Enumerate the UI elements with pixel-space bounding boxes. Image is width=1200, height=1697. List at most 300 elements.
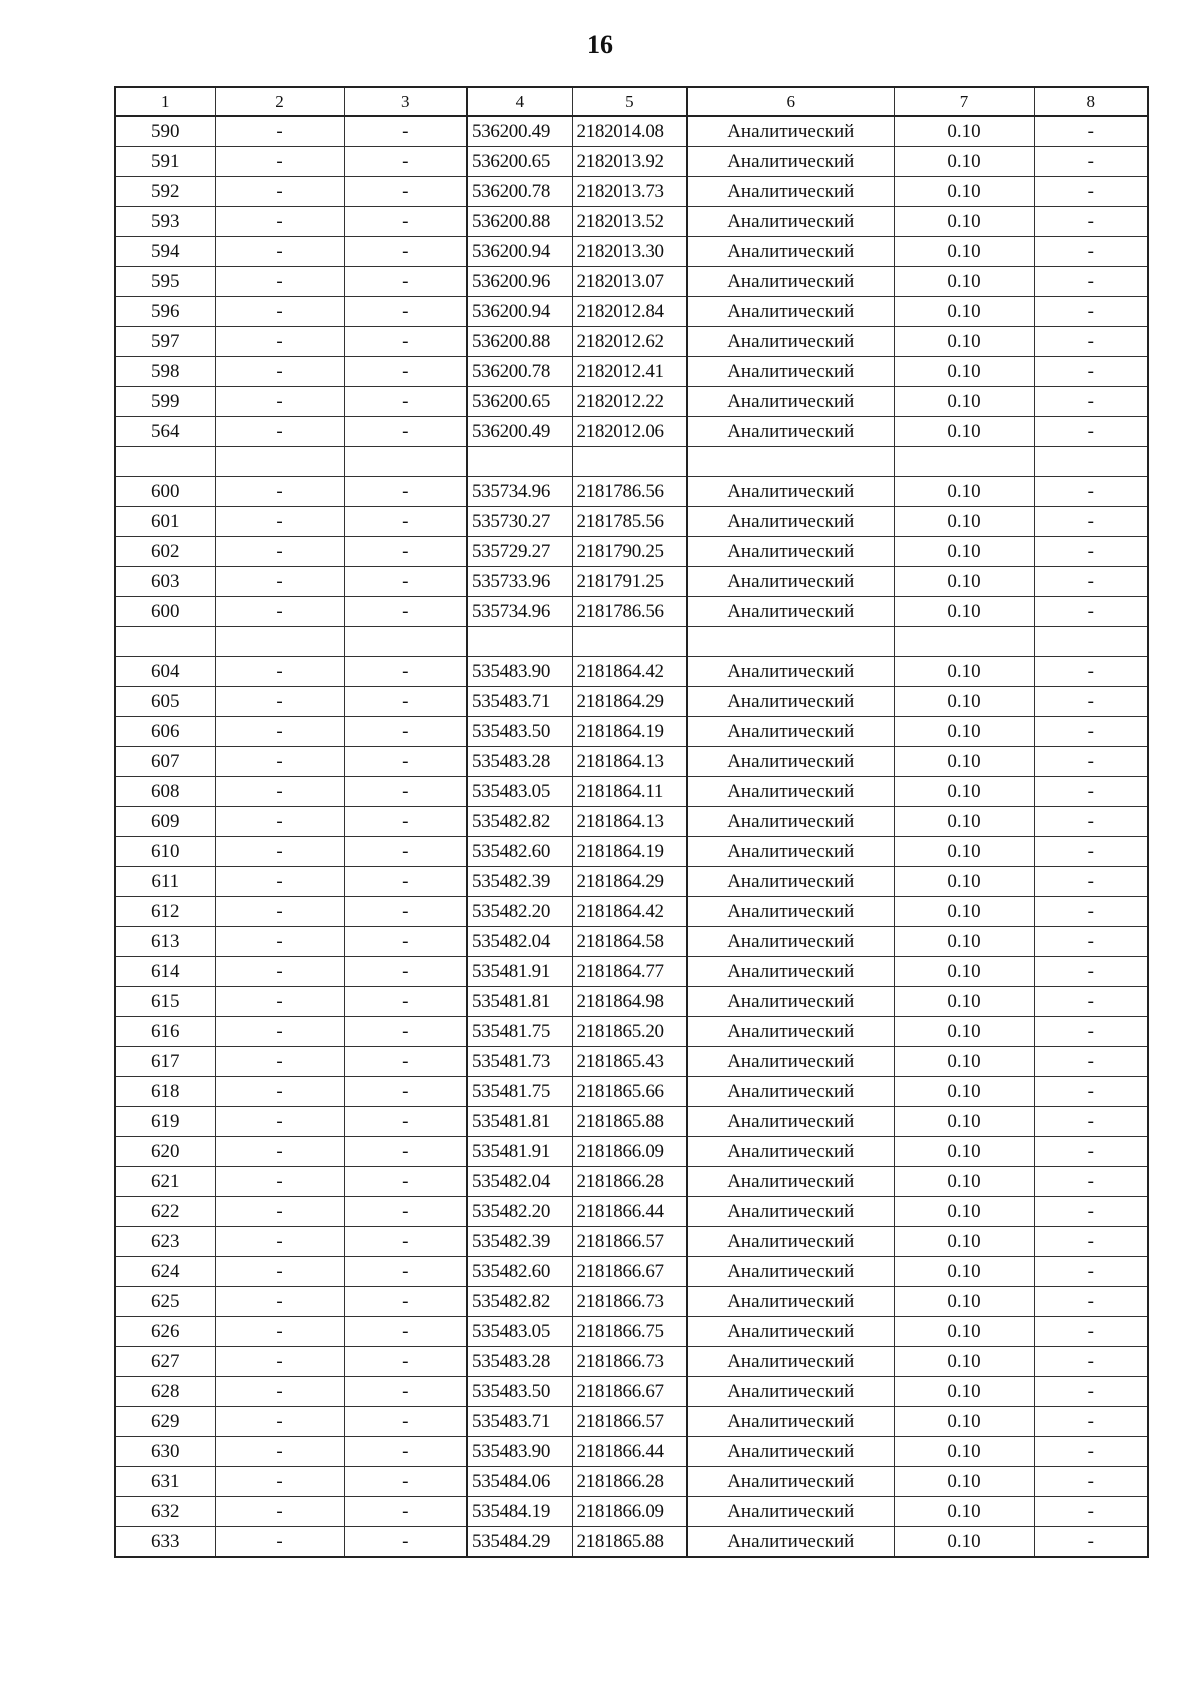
table-cell: - [344,1467,467,1497]
table-cell: - [344,207,467,237]
table-cell: - [344,1437,467,1467]
table-cell: - [344,747,467,777]
table-cell: Аналитический [687,1227,894,1257]
table-cell: 535481.73 [467,1047,572,1077]
table-cell: 616 [115,1017,215,1047]
table-cell: - [344,327,467,357]
table-cell: 2181786.56 [572,477,687,507]
table-cell: - [215,1257,344,1287]
table-cell: - [344,507,467,537]
table-cell: 626 [115,1317,215,1347]
table-cell: 0.10 [894,687,1034,717]
table-cell: 535482.60 [467,1257,572,1287]
table-cell: 0.10 [894,1197,1034,1227]
table-cell: 617 [115,1047,215,1077]
table-row [115,777,1148,807]
table-row [115,1437,1148,1467]
table-cell: 535730.27 [467,507,572,537]
table-cell: 604 [115,657,215,687]
table-cell [572,447,687,477]
table-cell: - [344,1377,467,1407]
table-cell: - [344,1407,467,1437]
table-cell: 535483.71 [467,1407,572,1437]
table-cell: - [215,957,344,987]
table-row [115,837,1148,867]
table-cell: - [344,1197,467,1227]
table-cell: Аналитический [687,777,894,807]
table-cell: 0.10 [894,1407,1034,1437]
table-cell: 2182013.92 [572,147,687,177]
table-cell: 622 [115,1197,215,1227]
table-cell: 0.10 [894,1437,1034,1467]
table-cell: - [215,327,344,357]
table-cell: 592 [115,177,215,207]
table-cell: 535481.91 [467,1137,572,1167]
table-cell: 535482.82 [467,807,572,837]
table-cell: - [215,297,344,327]
table-row [115,717,1148,747]
table-cell: 0.10 [894,1017,1034,1047]
table-cell: 610 [115,837,215,867]
column-header: 3 [344,87,467,116]
table-cell: Аналитический [687,417,894,447]
table-cell: 627 [115,1347,215,1377]
table-cell: - [1034,1347,1148,1377]
table-cell: - [215,507,344,537]
table-row [115,567,1148,597]
table-cell: - [1034,1047,1148,1077]
table-cell: - [1034,477,1148,507]
table-cell: - [215,597,344,627]
table-cell: - [344,837,467,867]
table-cell: 535482.20 [467,897,572,927]
table-cell [1034,627,1148,657]
table-cell: - [215,237,344,267]
table-row [115,387,1148,417]
table-cell: Аналитический [687,1167,894,1197]
table-cell: - [1034,237,1148,267]
table-cell: - [1034,507,1148,537]
table-cell: 535482.04 [467,1167,572,1197]
table-cell: - [1034,537,1148,567]
table-cell: - [344,717,467,747]
table-cell: - [215,1197,344,1227]
table-cell: - [1034,267,1148,297]
table-cell: Аналитический [687,1287,894,1317]
table-cell: Аналитический [687,477,894,507]
table-row [115,957,1148,987]
table-cell: - [1034,417,1148,447]
table-cell: - [344,1077,467,1107]
table-cell: 2182012.84 [572,297,687,327]
table-cell: - [215,1287,344,1317]
table-cell: 0.10 [894,657,1034,687]
table-cell: Аналитический [687,1527,894,1558]
table-cell: - [1034,777,1148,807]
table-cell: - [1034,1167,1148,1197]
table-cell: 0.10 [894,1467,1034,1497]
table-cell [467,447,572,477]
table-cell: 2181864.58 [572,927,687,957]
table-cell: - [1034,807,1148,837]
table-cell: 2181864.77 [572,957,687,987]
table-cell: Аналитический [687,147,894,177]
table-cell: Аналитический [687,537,894,567]
table-row [115,1167,1148,1197]
table-cell: - [215,1137,344,1167]
table-cell: - [215,1227,344,1257]
table-cell: - [215,1047,344,1077]
table-cell: - [1034,1107,1148,1137]
table-cell: 0.10 [894,777,1034,807]
table-cell: 535482.60 [467,837,572,867]
table-cell: 2181866.09 [572,1137,687,1167]
table-cell: - [1034,957,1148,987]
table-cell: - [1034,177,1148,207]
table-cell: 0.10 [894,927,1034,957]
table-cell: - [344,957,467,987]
table-cell: 536200.94 [467,297,572,327]
table-cell: - [344,1047,467,1077]
table-row [115,1137,1148,1167]
table-cell: 0.10 [894,987,1034,1017]
table-cell: 2181790.25 [572,537,687,567]
table-cell: - [215,116,344,147]
table-cell: - [344,1137,467,1167]
table-cell: Аналитический [687,507,894,537]
table-cell: 631 [115,1467,215,1497]
table-cell: 0.10 [894,837,1034,867]
table-cell: 606 [115,717,215,747]
table-row [115,1107,1148,1137]
table-cell: 2182012.22 [572,387,687,417]
table-cell: 0.10 [894,297,1034,327]
table-cell: - [215,387,344,417]
table-cell: 0.10 [894,477,1034,507]
table-cell: 2181864.13 [572,747,687,777]
table-cell: - [344,657,467,687]
table-cell: 0.10 [894,717,1034,747]
table-cell: - [1034,1437,1148,1467]
table-cell: 630 [115,1437,215,1467]
table-row [115,867,1148,897]
table-cell: 0.10 [894,567,1034,597]
table-cell: - [215,927,344,957]
table-row [115,987,1148,1017]
table-cell: 2181866.44 [572,1197,687,1227]
table-cell: Аналитический [687,657,894,687]
table-cell: - [344,1227,467,1257]
table-row [115,597,1148,627]
table-cell: 535482.82 [467,1287,572,1317]
table-cell: Аналитический [687,387,894,417]
table-cell: 535481.91 [467,957,572,987]
column-header: 5 [572,87,687,116]
table-cell: - [215,1527,344,1558]
table-cell: - [1034,1377,1148,1407]
page-number: 16 [587,30,613,59]
table-cell: - [215,477,344,507]
table-cell: - [344,1347,467,1377]
table-row [115,147,1148,177]
table-cell: 0.10 [894,147,1034,177]
table-cell: 618 [115,1077,215,1107]
table-cell: Аналитический [687,297,894,327]
table-cell: Аналитический [687,747,894,777]
table-cell: Аналитический [687,957,894,987]
table-cell: 629 [115,1407,215,1437]
table-cell: - [215,1317,344,1347]
table-cell: 2181865.43 [572,1047,687,1077]
table-cell: - [215,1017,344,1047]
table-cell: 621 [115,1167,215,1197]
table-cell: - [215,537,344,567]
table-cell: Аналитический [687,897,894,927]
table-cell: - [1034,1407,1148,1437]
table-row [115,267,1148,297]
coordinates-table [114,86,1149,1558]
table-cell: - [344,807,467,837]
table-row [115,1377,1148,1407]
table-cell: Аналитический [687,1017,894,1047]
table-cell: - [215,867,344,897]
table-cell: - [1034,1527,1148,1558]
table-cell: - [1034,867,1148,897]
table-cell: 2182012.06 [572,417,687,447]
table-cell: 0.10 [894,867,1034,897]
table-cell: 2181864.11 [572,777,687,807]
table-cell: 536200.88 [467,207,572,237]
table-cell: 2181866.28 [572,1467,687,1497]
table-cell: 2181866.09 [572,1497,687,1527]
table-cell: 0.10 [894,957,1034,987]
table-cell: - [1034,567,1148,597]
table-cell: - [215,1497,344,1527]
table-cell: 2181864.29 [572,687,687,717]
column-header: 6 [687,87,894,116]
table-cell: 2181866.44 [572,1437,687,1467]
table-cell: Аналитический [687,357,894,387]
table-cell: - [344,897,467,927]
table-cell: 594 [115,237,215,267]
column-header: 1 [115,87,215,116]
table-cell: 2181864.42 [572,897,687,927]
table-cell: 2181785.56 [572,507,687,537]
table-cell: 620 [115,1137,215,1167]
table-cell: 535483.05 [467,777,572,807]
table-cell: 535734.96 [467,597,572,627]
table-cell: Аналитический [687,1437,894,1467]
table-cell: 591 [115,147,215,177]
table-cell: - [1034,927,1148,957]
table-cell: - [215,357,344,387]
table-cell: 624 [115,1257,215,1287]
table-cell [467,627,572,657]
table-cell: 2182013.52 [572,207,687,237]
table-cell: - [215,687,344,717]
table-cell: 564 [115,417,215,447]
table-cell: 0.10 [894,387,1034,417]
table-cell: 600 [115,477,215,507]
table-cell: - [344,1107,467,1137]
table-cell: 535482.39 [467,1227,572,1257]
table-cell: - [344,1257,467,1287]
table-cell: 0.10 [894,207,1034,237]
table-cell: 0.10 [894,1497,1034,1527]
column-header: 8 [1034,87,1148,116]
table-cell: - [215,1407,344,1437]
table-cell: 0.10 [894,1257,1034,1287]
table-cell: 0.10 [894,1137,1034,1167]
table-cell: 2181866.67 [572,1377,687,1407]
table-cell: 0.10 [894,897,1034,927]
table-cell: Аналитический [687,327,894,357]
table-cell [894,447,1034,477]
table-cell: 535483.05 [467,1317,572,1347]
table-cell: 535482.04 [467,927,572,957]
table-cell: - [215,1377,344,1407]
table-cell: 2181866.57 [572,1407,687,1437]
table-cell: - [215,1107,344,1137]
table-cell: - [344,387,467,417]
table-cell: - [1034,357,1148,387]
table-row [115,927,1148,957]
table-cell: - [215,1467,344,1497]
table-cell: 2181865.88 [572,1107,687,1137]
table-cell [344,447,467,477]
table-cell: - [215,807,344,837]
table-cell: 536200.49 [467,417,572,447]
table-cell [894,627,1034,657]
table-row [115,1497,1148,1527]
table-cell: 625 [115,1287,215,1317]
table-cell: Аналитический [687,597,894,627]
table-cell: 0.10 [894,1377,1034,1407]
table-cell: 535484.06 [467,1467,572,1497]
table-row [115,1407,1148,1437]
table-cell: 605 [115,687,215,717]
table-cell: - [1034,717,1148,747]
table-cell: - [215,417,344,447]
table-cell [215,627,344,657]
table-cell: - [344,357,467,387]
table-cell: - [344,147,467,177]
table-cell: 0.10 [894,1227,1034,1257]
table-cell: - [1034,1467,1148,1497]
table-cell: 0.10 [894,747,1034,777]
table-cell: - [1034,1287,1148,1317]
table-cell: - [215,267,344,297]
table-cell: Аналитический [687,1107,894,1137]
table-row [115,507,1148,537]
table-cell: - [344,1497,467,1527]
table-cell: 608 [115,777,215,807]
table-cell: 0.10 [894,267,1034,297]
table-cell: 2181866.73 [572,1287,687,1317]
table-cell: 535484.19 [467,1497,572,1527]
table-cell: Аналитический [687,116,894,147]
table-row [115,1467,1148,1497]
table-cell: 2181786.56 [572,597,687,627]
table-cell: 2181866.75 [572,1317,687,1347]
table-cell [115,627,215,657]
table-cell: Аналитический [687,267,894,297]
table-cell: - [215,1077,344,1107]
table-cell: 590 [115,116,215,147]
table-cell: 633 [115,1527,215,1558]
table-cell: 2182014.08 [572,116,687,147]
table-cell: - [215,567,344,597]
table-cell: - [344,927,467,957]
table-row [115,1347,1148,1377]
table-cell: - [215,657,344,687]
table-cell: 0.10 [894,116,1034,147]
table-cell: 535733.96 [467,567,572,597]
table-row [115,1257,1148,1287]
table-row [115,747,1148,777]
table-cell: Аналитический [687,1377,894,1407]
table-cell: 0.10 [894,1107,1034,1137]
table-row [115,897,1148,927]
table-cell: - [344,987,467,1017]
table-cell: 2181864.19 [572,717,687,747]
column-header: 7 [894,87,1034,116]
table-cell: 2181864.19 [572,837,687,867]
table-cell: 593 [115,207,215,237]
table-cell: 0.10 [894,507,1034,537]
table-row [115,657,1148,687]
table-cell: Аналитический [687,1047,894,1077]
table-row [115,237,1148,267]
table-cell: - [215,1437,344,1467]
table-cell: - [1034,1227,1148,1257]
table-cell: 536200.78 [467,177,572,207]
table-row [115,116,1148,147]
table-cell: 601 [115,507,215,537]
table-cell: - [344,267,467,297]
table-row [115,207,1148,237]
table-cell: - [344,1167,467,1197]
table-row [115,1227,1148,1257]
table-cell: 607 [115,747,215,777]
table-row [115,1527,1148,1558]
table-cell: Аналитический [687,1467,894,1497]
table-cell: 535483.71 [467,687,572,717]
table-cell: - [344,116,467,147]
table-cell: - [1034,1317,1148,1347]
table-cell: 2182012.41 [572,357,687,387]
table-row [115,537,1148,567]
table-cell: - [1034,1197,1148,1227]
table-cell: Аналитический [687,1317,894,1347]
table-cell: - [344,177,467,207]
table-cell: - [215,1167,344,1197]
table-cell: 614 [115,957,215,987]
table-cell: 0.10 [894,357,1034,387]
table-cell: 535482.39 [467,867,572,897]
table-cell [215,447,344,477]
table-cell: 595 [115,267,215,297]
table-cell: 2182012.62 [572,327,687,357]
table-cell: 619 [115,1107,215,1137]
table-cell: 2181865.66 [572,1077,687,1107]
table-cell: Аналитический [687,717,894,747]
table-cell: 623 [115,1227,215,1257]
table-row [115,1017,1148,1047]
table-cell: - [215,147,344,177]
table-cell: 535483.28 [467,1347,572,1377]
table-cell: 2181864.13 [572,807,687,837]
